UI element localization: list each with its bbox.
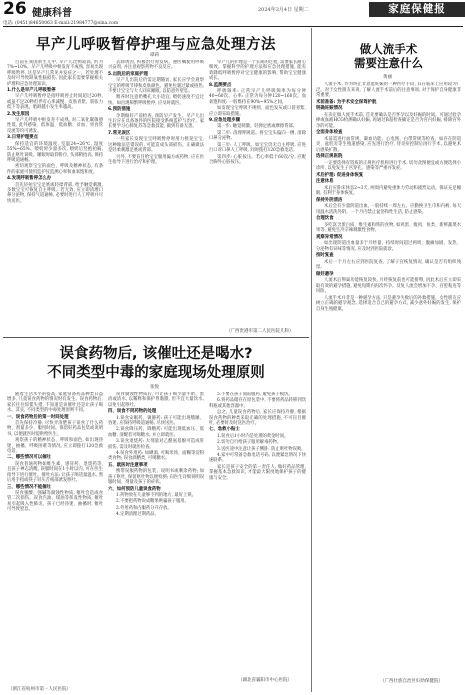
sidebar-title-line2: 需要注意什么 <box>354 56 423 70</box>
paragraph: 如出现阴道出血量多于月经量、持续时间超过两周、腹痛加剧、发热、分泌物有异味等情况, 应及时到医院就诊。 <box>316 241 461 252</box>
paragraph: 保持适宜的环境温度, 室温24~26℃, 湿度55%~65%。喂奶时少量多次, 喂奶后竖抱拍嗝, 防止呕吐误吸。睡眠时取仰卧位, 头部稍抬高, 保持呼吸道通畅。 <box>7 141 103 163</box>
paragraph: 目前在我国新生儿中, 早产儿比例较高, 约为7%~10%。早产儿呼吸中枢发育不成熟, 容易出现呼吸暂停, 这是早产儿常见并发症之一。若处理不及时可导致缺氧性脑损伤, 因此家长需要掌握相关护理和应急处理知识。 <box>7 60 103 87</box>
subheading: 三、哪些情况不能催吐 <box>7 484 51 490</box>
paragraph: 观察孩子的精神状态、呼吸和面色, 如出现昏迷、抽搐、呼吸困难等情况, 应立即拨打120急救电话。 <box>7 438 103 455</box>
subheading: 合理饮食 <box>316 216 334 221</box>
subheading: 保持外阴清洁 <box>316 197 343 203</box>
subheading: 一、误食药物后的第一时间处理 <box>7 414 69 420</box>
paragraph: 3.外用药和内服药分开存放。 <box>116 505 172 511</box>
paragraph: 一些家长发现宝宝呼吸暂停时用力摇晃宝宝, 这种做法是错误的, 可能造成头部损伤。正确做法是轻柔刺激足底或背部。 <box>108 137 204 154</box>
article2-title-line1: 误食药物后, 该催吐还是喝水? <box>59 346 253 362</box>
article2-col2 <box>108 392 204 682</box>
paragraph: 如发现宝宝呼吸不规则、面色发灰或口唇青紫, 应立即采取措施。 <box>209 106 306 117</box>
paragraph: 首先保持冷静, 尽快弄清楚孩子误食了什么药物、剂量多少、服用时间。保留好药品包装或说明书, 以便就医时提供给医生。 <box>7 421 103 437</box>
paragraph: 3.送医途中注意让孩子侧卧, 防止呕吐物误吸。 <box>217 446 306 452</box>
paragraph: 在决定做人流手术前, 首先要确认是否怀孕以及妊娠的时间。可通过验孕棒或血液HCG检测确认妊娠, 再通过B超检查确定是否为宫内妊娠, 排除宫外孕的可能。 <box>316 112 461 129</box>
subheading: 七、急救小贴士 <box>209 427 240 433</box>
paragraph: 术后会有少量阴道出血, 一般持续一周左右。应勤换卫生巾和内裤, 每天用温水清洗外阴。一个月内禁止盆浴和性生活, 防止感染。 <box>316 204 461 215</box>
paragraph: 3.误食退烧药: 大剂量对乙酰氨基酚可造成肝损伤, 需及时就医检查。 <box>108 439 204 450</box>
article1-credit: （广西贵港市第二人民医院儿科） <box>226 329 294 334</box>
paragraph: 第三步: 人工呼吸。如宝宝仍无自主呼吸, 应进行口对口鼻人工呼吸, 同时拨打120急救电话。 <box>209 142 306 154</box>
subheading: 选择正规医院 <box>316 154 343 159</box>
section-name: 健康科普 <box>32 8 72 19</box>
paragraph: 家长是孩子安全的第一责任人, 做好药品管理, 掌握基本急救知识, 才能最大限度地保护孩子的健康与安全。 <box>209 464 306 481</box>
subheading: 六、如何预防儿童误食药物 <box>108 486 161 492</box>
paragraph: 密切观察宝宝的面色、呼吸及精神状态, 有条件的家庭可使用监护仪监测心率和血氧饱和度。 <box>7 164 103 175</box>
subheading: 1.什么是早产儿呼吸暂停 <box>7 88 56 94</box>
article1-col2 <box>108 60 204 333</box>
subheading: 9.应急处理步骤 <box>209 118 241 124</box>
article1-col3 <box>209 60 306 326</box>
article1-title: 早产儿呼吸暂停护理与应急处理方法 <box>36 37 276 53</box>
subheading: 8.监测要点 <box>209 82 232 88</box>
page-number: 26 <box>3 0 27 19</box>
paragraph: 误食强酸、强碱等腐蚀性物质, 催吐会造成食管二次损伤。误食汽油、煤油等挥发性物质, 催吐易引起吸入性肺炎。孩子已经昏迷、抽搐时, 催吐可导致窒息。 <box>7 490 103 513</box>
sidebar-credit: （广西壮族自治区妇幼保健院） <box>380 679 443 684</box>
paragraph: 呼吸频率: 正常早产儿呼吸频率为每分钟40~60次。心率: 正常为每分钟120~160次。血氧饱和度: 一般维持在90%~95%之间。 <box>209 89 306 105</box>
paragraph: 另外, 不要盲目给宝宝服用偏方或药物, 应在医生指导下进行治疗和护理。 <box>108 154 204 165</box>
paragraph: 孕期做好产前检查, 预防早产发生。早产儿出生后应在具备条件的医院接受系统监护与治疗。家长要学习心肺复苏等急救技能, 做到有备无患。 <box>108 113 204 130</box>
paragraph: 喂养时注意奶嘴孔大小适宜, 喂奶速度不宜过快。如出现频繁呼吸暂停, 应及时就医。 <box>108 95 204 106</box>
footer-note: （浙江省杭州市第一人民医院） <box>8 687 71 692</box>
paragraph: 随着生活水平的提高, 家庭常备药品种类日益增多, 儿童误食药物的情况时有发生。误食药物后, 家长往往惊慌失措, 不知道是该催吐还是让孩子喝水。其实, 不同类型的中毒处理原则不同。 <box>7 392 103 414</box>
subheading: 明确妊娠情况 <box>316 106 343 111</box>
paragraph: 早产儿的护理是一个长期的过程, 需要家长耐心细致。掌握科学的护理方法和应急处理措施, 能有效降低呼吸暂停对宝宝健康的影响, 帮助宝宝健康成长。 <box>209 60 306 82</box>
paragraph: 人流手术并非是一种避孕方法, 只是避孕失败后的补救措施。女性朋友应树立正确的避孕观念, 选择适合自己的避孕方式, 减少意外妊娠的发生, 保护自身生殖健康。 <box>316 295 461 312</box>
paragraph: 去除诱因, 积极治疗原发病。遵医嘱使用呼吸兴奋剂, 并注意观察药物不良反应。 <box>108 60 204 71</box>
paragraph: 1.误食安眠药、镇静药: 孩子可能出现嗜睡、昏迷, 应保持呼吸道通畅, 尽快送医。 <box>108 415 204 427</box>
paragraph: 1.药物放在儿童够不到的地方, 最好上锁。 <box>116 492 196 498</box>
paragraph: 1.误食后1小时内是处理的黄金时间。 <box>217 433 289 439</box>
subheading: 3.日常护理要点 <box>7 135 39 141</box>
sidebar-title-line1: 做人流手术 <box>359 42 418 56</box>
masthead <box>0 0 465 19</box>
article1-author: 谭莉 <box>150 53 159 58</box>
paragraph: 6.将药品储存在原包装中, 不要将药品转移到饮料瓶或其他容器中。 <box>209 398 306 409</box>
sidebar-divider <box>311 28 312 692</box>
paragraph: 第四步: 心脏按压。若心率低于60次/分, 应配合胸外心脏按压。 <box>209 154 306 165</box>
article2-credit: （湖北省襄阳市中心医院） <box>238 678 292 683</box>
subheading: 注意休息 <box>316 179 334 184</box>
paragraph: 2.不要把药物说成糖果哄骗孩子服用。 <box>116 499 189 505</box>
paragraph: 人流手术, 作为终止非意愿妊娠的一种医疗手段, 其在临床上应用较为广泛。对于女性朋友来说, 了解人流手术前后的注意事项, 对于保护自身健康非常重要。 <box>316 82 461 98</box>
contact-line: 电话: (0451)84650063 E-mail:21984777@sina.com <box>3 21 119 26</box>
paragraph: 5.不要在孩子面前服药, 避免孩子模仿。 <box>217 392 293 397</box>
paragraph: 总之, 儿童误食药物后, 家长应保持冷静, 根据误食药物的种类采取正确的处理措施, 不可盲目催吐, 必要时及时送医治疗。 <box>209 410 306 427</box>
paragraph: 2.切勿自行给孩子服用解毒药物。 <box>217 440 282 446</box>
subheading: 四、误食不同药物的处理 <box>108 409 157 415</box>
issue-date: 2024年3月4日 星期二 <box>258 7 309 13</box>
article2-col3 <box>209 392 306 674</box>
paragraph: 人流术后卵巢功能恢复较快, 月经恢复前也可能排卵, 因此术后应立即采取有效的避孕措施, 避免短期内再次怀孕。反复人流会增加不孕、宫腔粘连等风险。 <box>316 278 461 294</box>
subheading: 术后护理: 促进身体恢复 <box>316 172 364 178</box>
paragraph: 第一步: 触觉刺激。轻弹足底或摩擦背部。 <box>217 124 298 130</box>
paragraph: 一定要选择有资质的正规医疗机构进行手术, 切勿贪图便宜或方便选择小诊所, 以免发生子宫穿孔、感染等严重并发症。 <box>316 160 461 171</box>
subheading: 做好避孕 <box>316 271 334 277</box>
paragraph: 误食腐蚀性物质后, 可让孩子喝少量牛奶、蛋清或清水, 以稀释和保护胃黏膜, 但不宜大量饮水, 以免引起呕吐。 <box>108 392 204 408</box>
subheading: 7.常见误区 <box>108 130 131 136</box>
paragraph: 误食普通药物如维生素、感冒药、退烧药等, 且孩子神志清醒, 误服时间在1小时以内, 可在医生指导下进行催吐。催吐方法: 让孩子喝适量温水, 然后用手指或筷子轻压舌根部诱发呕吐。 <box>7 461 103 484</box>
subheading: 4.发现呼吸暂停怎么办 <box>7 176 52 182</box>
subheading: 观察异常情况 <box>316 234 343 240</box>
newspaper-brand: 家庭保健报 <box>369 2 465 17</box>
sidebar-body <box>316 82 461 676</box>
article2-col1 <box>7 392 103 682</box>
paragraph: 4.误食外用药: 如碘酒, 可喝米汤、面糊等淀粉类食物; 误食酒精类, 可喝糖水。 <box>108 451 204 462</box>
subheading: 按时复查 <box>316 253 334 258</box>
paragraph: 4.家中可常备急救电话号码, 以便紧急情况下快速联系。 <box>209 453 306 464</box>
paragraph: 多吃富含蛋白质、维生素和铁的食物, 如鸡蛋、瘦肉、鱼类、新鲜蔬菜水果等, 避免生冷辛辣刺激性食物。 <box>316 222 461 233</box>
paragraph: 4.定期清理过期药品。 <box>116 512 159 518</box>
masthead-rule <box>3 26 463 27</box>
paragraph: 早产儿呼吸中枢发育不成熟, 对二氧化碳敏感性低, 此外感染、低体温、低血糖、贫血、胃食管反流等均可诱发。 <box>7 118 103 134</box>
subheading: 6.预防措施 <box>108 107 131 113</box>
paragraph: 携带误服药物的包装、说明书或剩余药物; 如孩子呕吐, 保留呕吐物以便检测; 向医生详细说明误服时间、剂量及孩子的症状。 <box>108 469 204 486</box>
article1-col1 <box>7 60 103 333</box>
subheading: 五、就医时注意事项 <box>108 462 148 468</box>
paragraph: 早产儿出院后仍需定期随访, 家长应学会观察宝宝的呼吸节律和皮肤颜色。避免包裹过紧或捂热, 不要让宝宝与大人同床睡眠, 以防意外窒息。 <box>108 78 204 95</box>
paragraph: 术后应卧床休息2~3天, 两周内避免重体力劳动和剧烈运动。保证充足睡眠, 有利于身体恢复。 <box>316 185 461 196</box>
paragraph: 2.误食降压药、降糖药: 可能出现低血压、低血糖, 清醒者可喝糖水, 并立即就医。 <box>108 427 204 438</box>
article2-title-line2: 不同类型中毒的家庭现场处理原则 <box>47 365 265 381</box>
subheading: 全面身体检查 <box>316 130 343 135</box>
paragraph: 术后一个月左右应到医院复查, 了解子宫恢复情况, 确认是否有组织残留。 <box>316 259 461 270</box>
subheading: 5.出院后的家庭护理 <box>108 71 148 77</box>
paragraph: 第二步: 清理呼吸道。将宝宝头偏向一侧, 清除口鼻分泌物。 <box>209 130 306 142</box>
sidebar-title <box>316 42 461 70</box>
subheading: 二、哪些情况可以催吐 <box>7 455 51 461</box>
paragraph: 首先轻拍宝宝足底或轻揉背部, 给予触觉刺激, 多数宝宝可恢复自主呼吸。若无效, 应立即清理口鼻分泌物, 保持气道通畅, 必要时进行人工呼吸并尽快送医。 <box>7 182 103 204</box>
article-divider <box>3 337 309 338</box>
subheading: 术前准备: 为手术安全保驾护航 <box>316 99 377 105</box>
paragraph: 早产儿呼吸暂停是指呼吸停止时间超过20秒, 或虽不足20秒但伴有心率减慢、皮肤青紫、肌张力低下等表现。胎龄越小发生率越高。 <box>7 94 103 111</box>
sidebar-author: 黄丽 <box>383 75 392 80</box>
subheading: 2.发生原因 <box>7 111 30 117</box>
article2-author: 张悦 <box>150 385 159 390</box>
paragraph: 术前需进行血常规、凝血功能、心电图、白带常规等检查。如存在阴道炎、盆腔炎等生殖道感染, 应先进行治疗, 待炎症控制后再行手术, 以避免术后感染扩散。 <box>316 136 461 153</box>
